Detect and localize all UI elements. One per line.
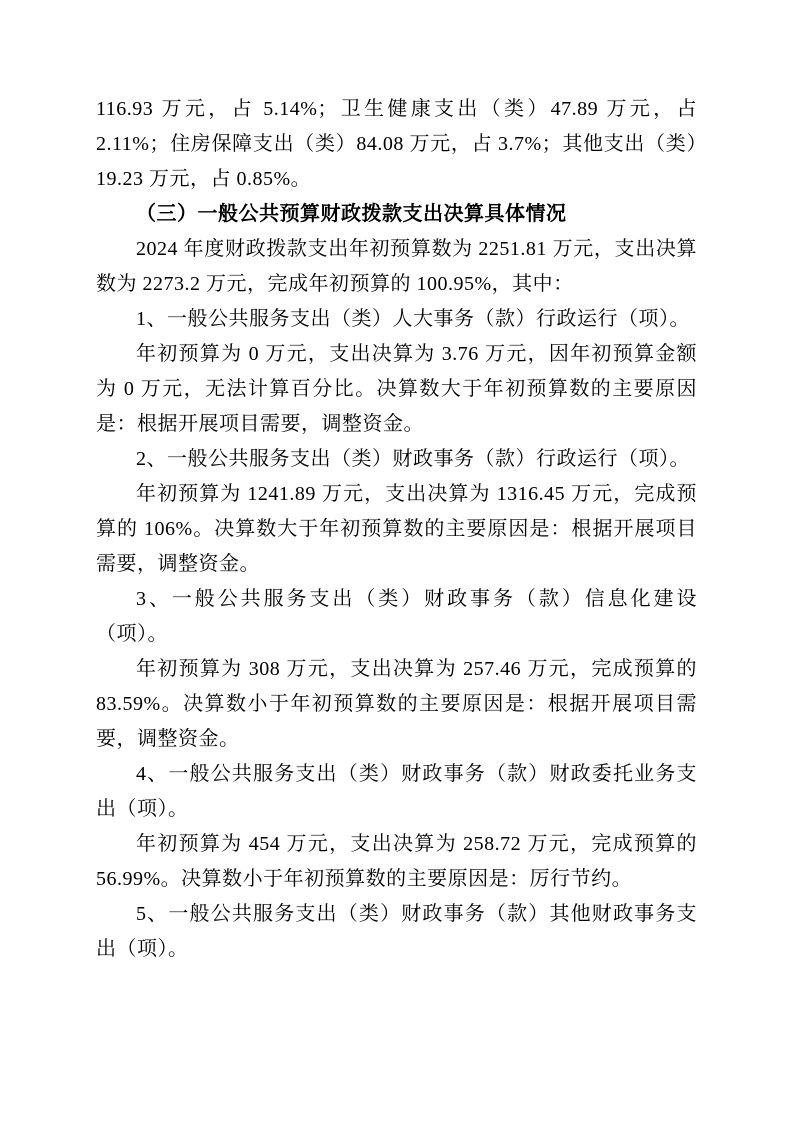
item-1-detail: 年初预算为 0 万元，支出决算为 3.76 万元，因年初预算金额为 0 万元，无法计算百分比。决算数大于年初预算数的主要原因是：根据开展项目需要，调整资金。: [96, 343, 697, 435]
document-content: [96, 92, 697, 967]
item-4-detail: 年初预算为 454 万元，支出决算为 258.72 万元，完成预算的 56.99%。决算数小于年初预算数的主要原因是：厉行节约。: [96, 833, 697, 890]
item-1-title: 1、一般公共服务支出（类）人大事务（款）行政运行（项）。: [136, 308, 690, 330]
item-3-detail: 年初预算为 308 万元，支出决算为 257.46 万元，完成预算的 83.59%。决算数小于年初预算数的主要原因是：根据开展项目需要，调整资金。: [96, 658, 697, 750]
continued-paragraph: 116.93 万元，占 5.14%；卫生健康支出（类）47.89 万元，占 2.11%；住房保障支出（类）84.08 万元，占 3.7%；其他支出（类）19.23 万元，占 0.85%。: [96, 98, 697, 190]
section-heading: （三）一般公共预算财政拨款支出决算具体情况: [136, 203, 567, 225]
item-2-detail: 年初预算为 1241.89 万元，支出决算为 1316.45 万元，完成预算的 106%。决算数大于年初预算数的主要原因是：根据开展项目需要，调整资金。: [96, 483, 697, 575]
item-4-title: 4、一般公共服务支出（类）财政事务（款）财政委托业务支出（项）。: [96, 763, 697, 820]
overview-paragraph: 2024 年度财政拨款支出年初预算数为 2251.81 万元，支出决算数为 2273.2 万元，完成年初预算的 100.95%，其中：: [96, 238, 697, 295]
item-3-title: 3、一般公共服务支出（类）财政事务（款）信息化建设（项）。: [96, 588, 697, 645]
item-5-title: 5、一般公共服务支出（类）财政事务（款）其他财政事务支出（项）。: [96, 903, 697, 960]
item-2-title: 2、一般公共服务支出（类）财政事务（款）行政运行（项）。: [136, 448, 690, 470]
